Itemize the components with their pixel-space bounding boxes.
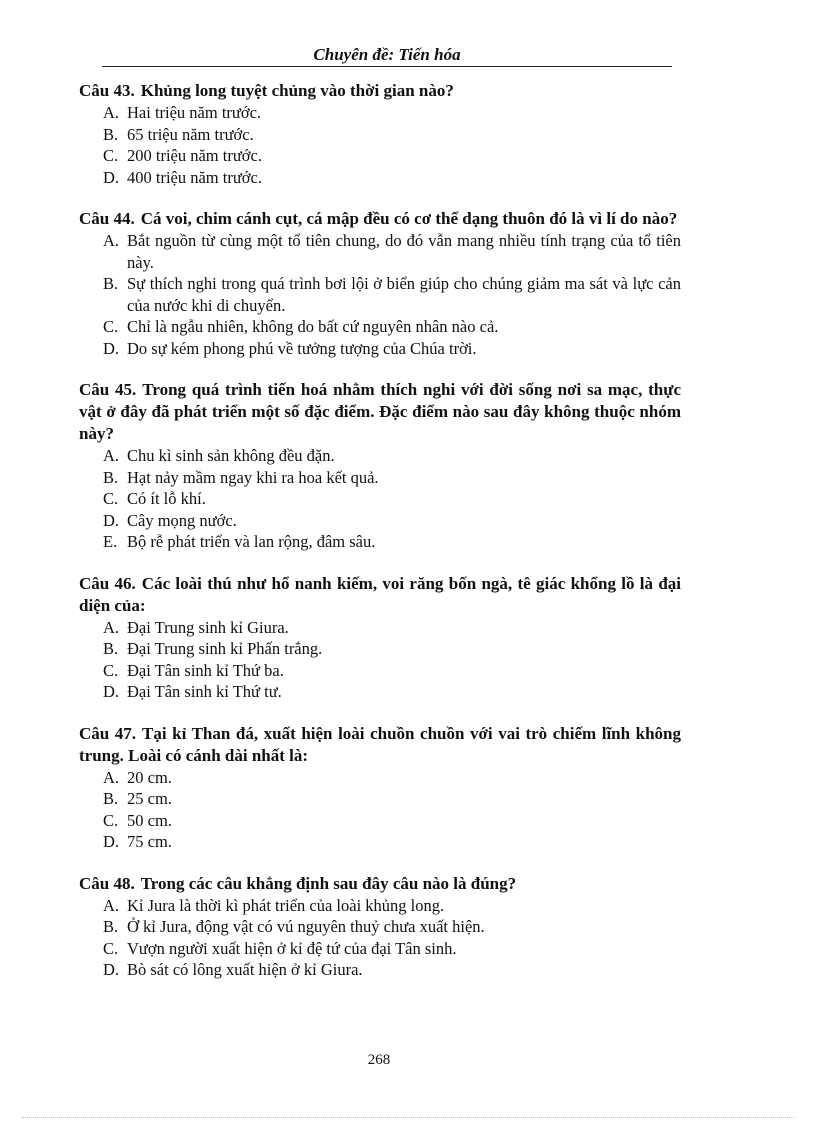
question-text: Khủng long tuyệt chủng vào thời gian nào?	[140, 81, 454, 100]
question-number: Câu 47.	[79, 723, 137, 743]
option-text: Có ít lỗ khí.	[127, 489, 206, 508]
option-letter: A.	[103, 103, 120, 122]
option-text: Chỉ là ngẫu nhiên, không do bất cứ nguyên nhân nào cả.	[127, 317, 499, 336]
option-text: Đại Trung sinh kỉ Giura.	[127, 617, 289, 637]
option-letter: C.	[103, 489, 119, 508]
option-text: Cây mọng nước.	[127, 510, 237, 530]
option-letter: E.	[103, 532, 118, 551]
header-title: Chuyên đề: Tiến hóa	[313, 45, 461, 64]
question-43	[79, 80, 681, 188]
option-d	[79, 338, 681, 360]
question-heading	[79, 723, 681, 767]
option-letter: A.	[103, 446, 120, 465]
option-d	[79, 959, 681, 981]
option-text: Ở kỉ Jura, động vật có vú nguyên thuỷ chưa xuất hiện.	[127, 917, 485, 936]
option-letter: C.	[103, 810, 119, 830]
option-list	[79, 767, 681, 853]
option-letter: C.	[103, 938, 119, 958]
option-d	[79, 167, 681, 189]
option-text: Kỉ Jura là thời kì phát triển của loài khủng long.	[127, 895, 445, 915]
question-heading	[79, 573, 681, 617]
option-text: Bộ rễ phát triển và lan rộng, đâm sâu.	[127, 532, 376, 551]
question-48	[79, 873, 681, 981]
page-header	[102, 44, 672, 67]
option-text: 75 cm.	[127, 832, 172, 851]
question-45	[79, 379, 681, 553]
question-number: Câu 44.	[79, 209, 135, 228]
question-heading	[79, 873, 681, 895]
option-letter: B.	[103, 274, 119, 293]
option-a	[79, 895, 681, 917]
option-d	[79, 510, 681, 532]
option-list	[79, 617, 681, 703]
option-text: 400 triệu năm trước.	[127, 167, 262, 187]
option-letter: C.	[103, 660, 119, 680]
option-text: Bò sát có lông xuất hiện ở kỉ Giura.	[127, 960, 363, 979]
option-c	[79, 938, 681, 960]
option-b	[79, 916, 681, 938]
option-text: 200 triệu năm trước.	[127, 146, 262, 165]
option-b	[79, 638, 681, 660]
option-c	[79, 145, 681, 167]
option-letter: C.	[103, 146, 119, 165]
option-letter: D.	[103, 960, 120, 979]
page-number: 268	[367, 1052, 391, 1068]
question-number: Câu 48.	[79, 873, 135, 893]
option-letter: A.	[103, 895, 120, 915]
option-text: Đại Tân sinh kỉ Thứ ba.	[127, 660, 284, 680]
question-number: Câu 46.	[79, 573, 136, 593]
option-c	[79, 660, 681, 682]
question-44	[79, 208, 681, 359]
option-letter: B.	[103, 467, 119, 487]
option-letter: D.	[103, 832, 120, 851]
option-list	[79, 102, 681, 188]
option-text: 50 cm.	[127, 810, 172, 830]
option-text: Do sự kém phong phú về tưởng tượng của Chúa trời.	[127, 338, 477, 358]
option-list	[79, 445, 681, 553]
question-46	[79, 573, 681, 703]
option-a	[79, 230, 681, 273]
question-heading	[79, 379, 681, 445]
question-text: Các loài thú như hổ nanh kiếm, voi răng bốn ngà, tê giác khổng lồ là đại diện của:	[79, 573, 681, 615]
option-text: Sự thích nghi trong quá trình bơi lội ở biển giúp cho chúng giảm ma sát và lực cản của nước khi di chuyển.	[127, 274, 681, 315]
question-number: Câu 43.	[79, 81, 135, 100]
question-text: Trong các câu khẳng định sau đây câu nào là đúng?	[140, 873, 517, 893]
option-a	[79, 102, 681, 124]
option-letter: D.	[103, 167, 120, 187]
option-letter: A.	[103, 617, 120, 637]
option-a	[79, 445, 681, 467]
option-text: Chu kì sinh sản không đều đặn.	[127, 446, 335, 465]
option-text: Hai triệu năm trước.	[127, 103, 262, 122]
question-heading	[79, 80, 681, 102]
option-letter: D.	[103, 338, 120, 358]
question-47	[79, 723, 681, 853]
option-letter: A.	[103, 231, 120, 250]
question-text: Trong quá trình tiến hoá nhằm thích nghi với đời sống nơi sa mạc, thực vật ở đây đã phát triển một số đặc điểm. Đặc điểm nào sau đây không thuộc nhóm này?	[79, 380, 681, 443]
option-c	[79, 316, 681, 338]
option-letter: D.	[103, 510, 120, 530]
option-b	[79, 273, 681, 316]
question-heading	[79, 208, 681, 230]
question-list	[79, 80, 681, 1001]
option-e	[79, 531, 681, 553]
option-c	[79, 488, 681, 510]
option-b	[79, 788, 681, 810]
page-bottom-divider	[22, 1117, 794, 1118]
option-text: 25 cm.	[127, 789, 172, 808]
option-b	[79, 467, 681, 489]
option-d	[79, 681, 681, 703]
option-text: 65 triệu năm trước.	[127, 124, 254, 144]
question-text: Cá voi, chim cánh cụt, cá mập đều có cơ thể dạng thuôn đó là vì lí do nào?	[140, 209, 678, 228]
option-letter: C.	[103, 317, 119, 336]
question-text: Tại kỉ Than đá, xuất hiện loài chuồn chuồn với vai trò chiếm lĩnh không trung. Loài có cánh dài nhất là:	[79, 723, 681, 765]
question-number: Câu 45.	[79, 380, 137, 399]
option-text: Bắt nguồn từ cùng một tổ tiên chung, do đó vẫn mang nhiều tính trạng của tổ tiên này.	[127, 231, 681, 272]
option-text: Đại Trung sinh kỉ Phấn trắng.	[127, 639, 323, 658]
option-list	[79, 230, 681, 359]
option-b	[79, 124, 681, 146]
option-letter: B.	[103, 917, 119, 936]
option-text: Hạt nảy mầm ngay khi ra hoa kết quả.	[127, 467, 379, 487]
option-letter: B.	[103, 124, 119, 144]
option-c	[79, 810, 681, 832]
option-a	[79, 767, 681, 789]
option-text: 20 cm.	[127, 767, 172, 787]
option-letter: B.	[103, 789, 119, 808]
option-text: Vượn người xuất hiện ở kỉ đệ tứ của đại Tân sinh.	[127, 938, 457, 958]
option-letter: B.	[103, 639, 119, 658]
option-letter: A.	[103, 767, 120, 787]
option-letter: D.	[103, 682, 120, 701]
option-d	[79, 831, 681, 853]
option-a	[79, 617, 681, 639]
option-text: Đại Tân sinh kỉ Thứ tư.	[127, 682, 282, 701]
option-list	[79, 895, 681, 981]
